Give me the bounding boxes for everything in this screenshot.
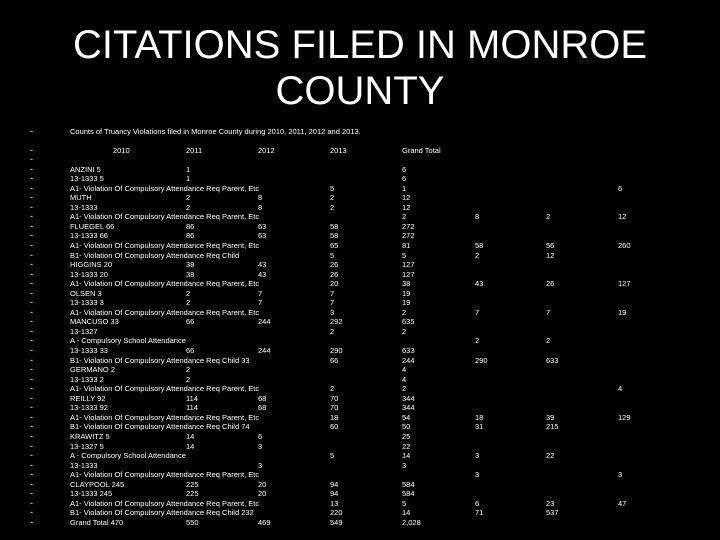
table-cell: 22	[546, 451, 555, 461]
table-cell: 272	[402, 231, 415, 241]
table-cell: 56	[546, 240, 555, 250]
bullet: -	[30, 325, 33, 336]
table-row-label: A1- Violation Of Compulsory Attendance Req Parent, Etc	[70, 384, 260, 394]
bullet: -	[30, 411, 33, 422]
table-cell: 537	[546, 508, 559, 518]
table-cell: 2	[330, 193, 335, 203]
table-cell: 86	[186, 231, 195, 241]
table-cell: 12	[402, 193, 411, 203]
bullet: -	[30, 201, 33, 212]
table-cell: 7	[258, 298, 263, 308]
table-row-label: KRAWITZ 5	[70, 431, 110, 441]
table-row-label: 13-1333 66	[70, 231, 108, 241]
table-cell: 58	[330, 221, 339, 231]
header-grand-total: Grand Total	[402, 146, 441, 155]
table-cell: 215	[546, 422, 559, 432]
table-cell: 94	[330, 489, 339, 499]
table-cell: 3	[330, 307, 335, 317]
table-cell: 18	[330, 412, 339, 422]
table-cell: 94	[330, 479, 339, 489]
table-cell: 272	[402, 221, 415, 231]
table-cell: 47	[618, 498, 627, 508]
table-row-label: A1- Violation Of Compulsory Attendance Req Parent, Etc	[70, 307, 260, 317]
table-row-label: A1- Violation Of Compulsory Attendance Req Parent, Etc	[70, 498, 260, 508]
table-cell: 2	[330, 384, 335, 394]
table-cell: 584	[402, 489, 415, 499]
bullet: -	[30, 249, 33, 260]
table-cell: 8	[475, 212, 480, 222]
table-cell: 3	[618, 470, 623, 480]
table-row-label: 13-1327 5	[70, 441, 104, 451]
table-cell: 2	[546, 336, 551, 346]
table-cell: 1	[186, 164, 191, 174]
table-cell: 26	[546, 279, 555, 289]
table-row-label: A1- Violation Of Compulsory Attendance Req Parent, Etc	[70, 212, 260, 222]
table-row-label: OLSEN 3	[70, 288, 102, 298]
table-cell: 5	[330, 183, 335, 193]
bullet: -	[30, 192, 33, 203]
table-cell: 2	[475, 250, 480, 260]
table-cell: 20	[258, 479, 267, 489]
table-cell: 6	[618, 183, 623, 193]
table-cell: 4	[402, 365, 407, 375]
table-cell: 114	[186, 403, 198, 413]
table-cell: 114	[186, 393, 198, 403]
table-row-label: HIGGINS 20	[70, 260, 113, 270]
table-cell: 25	[402, 431, 411, 441]
table-cell: 18	[475, 412, 484, 422]
table-cell: 54	[402, 412, 411, 422]
bullet: -	[30, 488, 33, 499]
table-cell: 2	[186, 298, 191, 308]
table-cell: 63	[258, 221, 267, 231]
bullet: -	[30, 163, 33, 174]
table-cell: 14	[186, 431, 195, 441]
table-cell: 60	[330, 422, 339, 432]
table-cell: 68	[258, 403, 267, 413]
table-cell: 70	[330, 393, 339, 403]
bullet: -	[30, 459, 33, 470]
table-cell: 2	[186, 193, 191, 203]
table-cell: 225	[186, 489, 199, 499]
table-cell: 68	[258, 393, 267, 403]
table-row-label: MANCUSO 33	[70, 317, 119, 327]
table-cell: 13	[330, 498, 339, 508]
table-cell: 3	[475, 470, 480, 480]
table-cell: 469	[258, 517, 271, 527]
table-row-label: ANZINI 5	[70, 164, 101, 174]
table-cell: 86	[186, 221, 195, 231]
table-row-label: A1- Violation Of Compulsory Attendance Req Parent, Etc	[70, 470, 260, 480]
table-cell: 344	[402, 403, 415, 413]
table-cell: 129	[618, 412, 631, 422]
table-cell: 2	[330, 326, 335, 336]
table-row-label: 13-1333 92	[70, 403, 108, 413]
table-cell: 66	[186, 346, 195, 355]
table-cell: 4	[402, 374, 407, 384]
table-cell: 63	[258, 231, 267, 241]
table-cell: 244	[402, 355, 415, 365]
table-cell: 2	[186, 365, 191, 375]
bullet: -	[30, 297, 33, 308]
table-cell: 22	[402, 441, 411, 451]
table-row-label: 13-1327	[70, 326, 98, 336]
bullet: -	[30, 507, 33, 518]
bullet: -	[30, 345, 33, 355]
table-row-label: A - Compulsory School Attendance	[70, 451, 186, 461]
table-cell: 66	[330, 355, 339, 365]
bullet: -	[30, 173, 33, 184]
table-cell: 70	[330, 403, 339, 413]
bullet: -	[30, 402, 33, 413]
table-row-label: 13-1333 33	[70, 346, 108, 355]
table-cell: 14	[186, 441, 195, 451]
table-row-label: CLAYPOOL 245	[70, 479, 125, 489]
table-cell: 6	[475, 498, 480, 508]
table-row-label: 13-1333 5	[70, 174, 104, 184]
bullet: -	[30, 450, 33, 461]
table-cell: 2	[186, 288, 191, 298]
bullet: -	[30, 316, 33, 327]
table-cell: 344	[402, 393, 415, 403]
table-cell: 5	[330, 451, 335, 461]
table-cell: 81	[402, 240, 411, 250]
table-cell: 7	[258, 288, 263, 298]
table-cell: 23	[546, 498, 555, 508]
table-row-label: Grand Total 470	[70, 517, 124, 527]
bullet: -	[30, 230, 33, 241]
table-cell: 633	[546, 355, 559, 365]
table-cell: 71	[475, 508, 484, 518]
table-cell: 38	[186, 260, 195, 270]
table-cell: 14	[402, 508, 411, 518]
bullet: -	[30, 335, 33, 346]
bullet: -	[30, 516, 33, 527]
table-cell: 19	[618, 307, 627, 317]
table-row-label: A1- Violation Of Compulsory Attendance Req Parent, Etc	[70, 412, 260, 422]
table-row-label: GERMANO 2	[70, 365, 116, 375]
table-cell: 43	[475, 279, 484, 289]
table-cell: 290	[475, 355, 488, 365]
table-row-label: 13-1333	[70, 202, 98, 212]
table-cell: 292	[330, 317, 343, 327]
table-row-label: B1- Violation Of Compulsory Attendance Req Child 232	[70, 508, 254, 518]
table-cell: 127	[402, 260, 415, 270]
table-cell: 2	[475, 336, 480, 346]
bullet: -	[30, 430, 33, 441]
bullet: -	[30, 392, 33, 403]
table-cell: 4	[618, 384, 623, 394]
table-cell: 5	[330, 250, 335, 260]
bullet: -	[30, 182, 33, 193]
table-row-label: A - Compulsory School Attendance	[70, 336, 186, 346]
table-cell: 584	[402, 479, 415, 489]
header-2012: 2012	[258, 146, 275, 155]
bullet: -	[30, 154, 33, 164]
bullet: -	[30, 220, 33, 231]
table-row-label: 13-1333 20	[70, 269, 108, 279]
table-cell: 260	[618, 240, 631, 250]
table-cell: 2	[402, 326, 407, 336]
table-row-label: A1- Violation Of Compulsory Attendance Req Parent, Etc	[70, 183, 260, 193]
table-row-label: REILLY 92	[70, 393, 106, 403]
table-cell: 31	[475, 422, 484, 432]
table-cell: 6	[402, 174, 407, 184]
bullet: -	[30, 287, 33, 298]
table-cell: 8	[258, 193, 263, 203]
bullet: -	[30, 268, 33, 279]
table-cell: 7	[330, 298, 335, 308]
bullet: -	[30, 278, 33, 289]
table-cell: 549	[330, 517, 343, 527]
table-cell: 3	[258, 460, 263, 470]
table-cell: 14	[402, 451, 411, 461]
table-cell: 6	[402, 164, 407, 174]
table-cell: 58	[330, 231, 339, 241]
table-row-label: B1- Violation Of Compulsory Attendance Req Child 74	[70, 422, 250, 432]
bullet: -	[30, 383, 33, 394]
table-cell: 50	[402, 422, 411, 432]
table-cell: 2	[186, 202, 191, 212]
table-row-label: 13-1333 245	[70, 489, 113, 499]
table-row-label: FLUEGEL 66	[70, 221, 115, 231]
bullet: -	[30, 364, 33, 375]
header-2011: 2011	[186, 146, 203, 155]
header-2010: 2010	[113, 146, 130, 155]
table-cell: 2	[402, 212, 407, 222]
table-row-label: B1- Violation Of Compulsory Attendance Req Child 33	[70, 355, 250, 365]
table-cell: 7	[330, 288, 335, 298]
table-row-label: 13-1333 2	[70, 374, 104, 384]
table-cell: 58	[475, 240, 484, 250]
table-cell: 19	[402, 288, 411, 298]
table-row-label: B1- Violation Of Compulsory Attendance Req Child	[70, 250, 240, 260]
table-cell: 2	[546, 212, 551, 222]
table-cell: 244	[258, 346, 271, 355]
table-cell: 1	[186, 174, 191, 184]
table-cell: 65	[330, 240, 339, 250]
bullet: -	[30, 421, 33, 432]
header-2013: 2013	[330, 146, 347, 155]
table-row-label: A1- Violation Of Compulsory Attendance Req Parent, Etc	[70, 240, 260, 250]
bullet: -	[30, 145, 33, 155]
slide-title-line-2: COUNTY	[275, 69, 445, 113]
table-cell: 633	[402, 346, 415, 355]
table-cell: 12	[402, 202, 411, 212]
table-cell: 43	[258, 269, 267, 279]
table-cell: 2	[186, 374, 191, 384]
bullet: -	[30, 211, 33, 222]
table-cell: 1	[402, 183, 407, 193]
table-cell: 38	[186, 269, 195, 279]
table-cell: 635	[402, 317, 415, 327]
table-cell: 3	[258, 441, 263, 451]
table-cell: 290	[330, 346, 343, 355]
slide-title	[0, 22, 720, 114]
table-cell: 127	[618, 279, 631, 289]
table-cell: 3	[475, 451, 480, 461]
bullet: -	[30, 469, 33, 480]
table-cell: 5	[402, 250, 407, 260]
table-row-label: MUTH	[70, 193, 92, 203]
bullet: -	[30, 440, 33, 451]
bullet: -	[30, 478, 33, 489]
table-cell: 19	[402, 298, 411, 308]
bullet: -	[30, 354, 33, 365]
table-cell: 244	[258, 317, 271, 327]
table-row-label: 13-1333	[70, 460, 98, 470]
table-cell: 66	[186, 317, 195, 327]
bullet: -	[30, 373, 33, 384]
slide-title-line-1: CITATIONS FILED IN MONROE	[72, 23, 648, 67]
table-cell: 8	[258, 202, 263, 212]
table-cell: 2,028	[402, 517, 421, 527]
bullet: -	[30, 126, 33, 136]
table-cell: 225	[186, 479, 199, 489]
table-cell: 43	[258, 260, 267, 270]
table-cell: 2	[330, 202, 335, 212]
table-cell: 20	[258, 489, 267, 499]
table-cell: 3	[402, 460, 407, 470]
table-cell: 6	[258, 431, 263, 441]
table-cell: 26	[330, 260, 339, 270]
table-cell: 7	[475, 307, 480, 317]
table-cell: 26	[330, 269, 339, 279]
table-cell: 5	[402, 498, 407, 508]
table-cell: 550	[186, 517, 199, 527]
table-cell: 2	[402, 307, 407, 317]
table-cell: 220	[330, 508, 343, 518]
bullet: -	[30, 306, 33, 317]
table-row-label: A1- Violation Of Compulsory Attendance Req Parent, Etc	[70, 279, 260, 289]
table-cell: 20	[330, 279, 339, 289]
intro-text: Counts of Truancy Violations filed in Monroe County during 2010, 2011, 2012 and 2013.	[70, 127, 361, 136]
table-cell: 2	[402, 384, 407, 394]
bullet: -	[30, 497, 33, 508]
bullet: -	[30, 259, 33, 270]
table-cell: 7	[546, 307, 551, 317]
bullet: -	[30, 239, 33, 250]
table-cell: 38	[402, 279, 411, 289]
table-cell: 127	[402, 269, 415, 279]
table-cell: 12	[618, 212, 627, 222]
table-cell: 39	[546, 412, 555, 422]
table-cell: 12	[546, 250, 555, 260]
table-row-label: 13-1333 3	[70, 298, 104, 308]
